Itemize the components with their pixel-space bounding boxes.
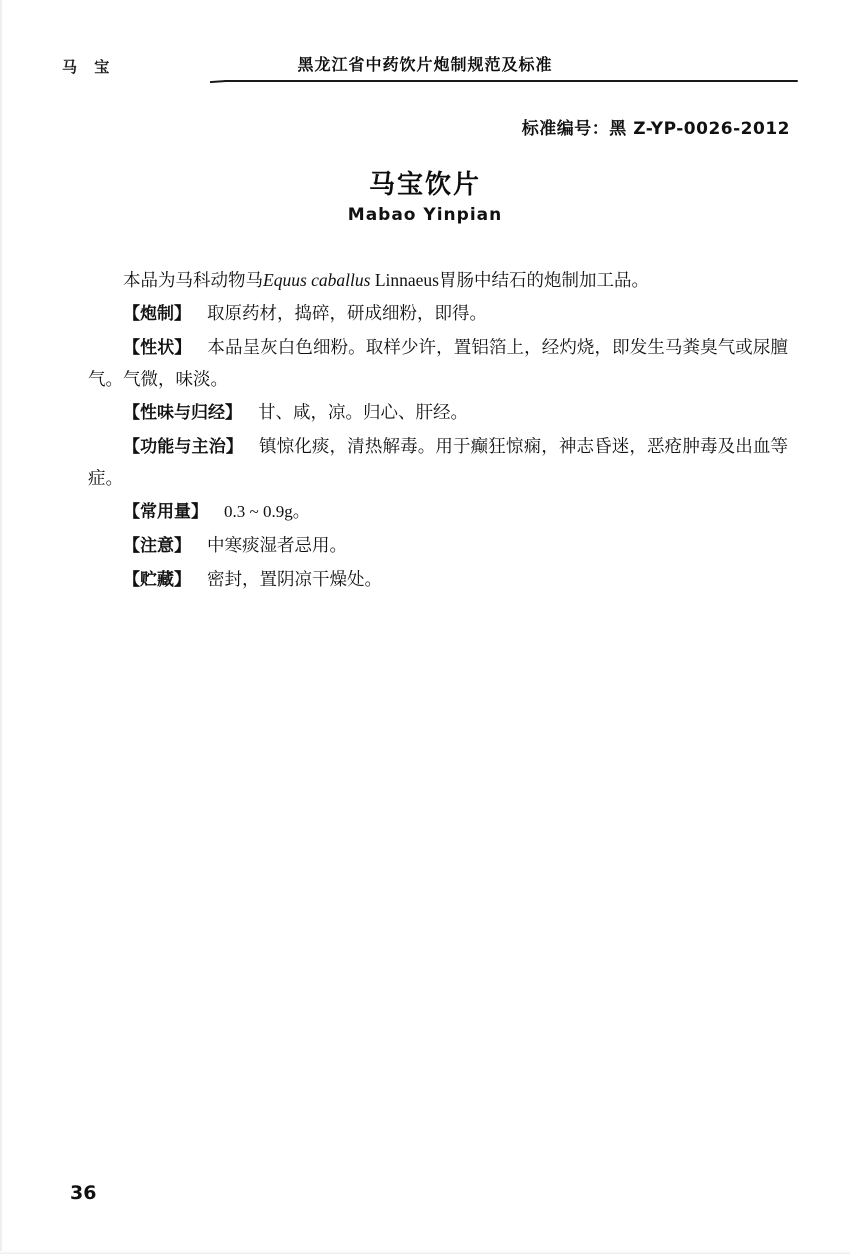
header-divider-line (224, 80, 798, 82)
section-text: 本品呈灰白色细粉。取样少许，置铝箔上，经灼烧，即发生马粪臭气或尿膻气。气微，味淡。 (88, 337, 788, 389)
header-book-title: 黑龙江省中药饮片炮制规范及标准 (297, 55, 553, 74)
section-zhucang (88, 564, 788, 596)
section-xingzhuang (88, 332, 788, 395)
standard-number: 标准编号：黑 Z-YP-0026-2012 (521, 119, 790, 139)
section-text: 中寒痰湿者忌用。 (207, 535, 347, 555)
source-suffix: 胃肠中结石的炮制加工品。 (438, 270, 649, 290)
header-drug-name: 马 宝 (62, 58, 116, 76)
section-label: 【炮制】 (123, 304, 191, 324)
section-text: 密封，置阴凉干燥处。 (207, 569, 382, 589)
source-prefix: 本品为马科动物马 (123, 270, 263, 290)
section-label: 【性状】 (123, 338, 192, 358)
section-xingwei-guijing (88, 397, 788, 429)
source-paragraph (88, 265, 788, 296)
section-label: 【功能与主治】 (123, 437, 243, 457)
section-text: 取原药材，捣碎，研成细粉，即得。 (207, 303, 487, 323)
page-title-pinyin: Mabao Yinpian (347, 205, 503, 225)
section-text: 镇惊化痰，清热解毒。用于癫狂惊痫，神志昏迷，恶疮肿毒及出血等症。 (88, 436, 789, 488)
section-zhuyi (88, 530, 788, 562)
source-author: Linnaeus (374, 270, 439, 290)
section-gongneng-zhuzhi (88, 431, 788, 494)
section-paozhi (88, 298, 788, 330)
section-text: 0.3 ~ 0.9g。 (224, 502, 310, 521)
section-changyongliang (88, 496, 788, 528)
section-label: 【常用量】 (123, 502, 208, 522)
section-label: 【贮藏】 (123, 570, 191, 590)
page-title: 马宝饮片 (368, 170, 481, 200)
running-header (58, 52, 792, 86)
source-latin-name: Equus caballus (263, 270, 371, 290)
section-label: 【注意】 (123, 536, 191, 556)
document-body (88, 265, 788, 598)
section-text: 甘、咸，凉。归心、肝经。 (258, 402, 468, 422)
page-number: 36 (70, 1182, 97, 1204)
section-label: 【性味与归经】 (123, 403, 242, 423)
